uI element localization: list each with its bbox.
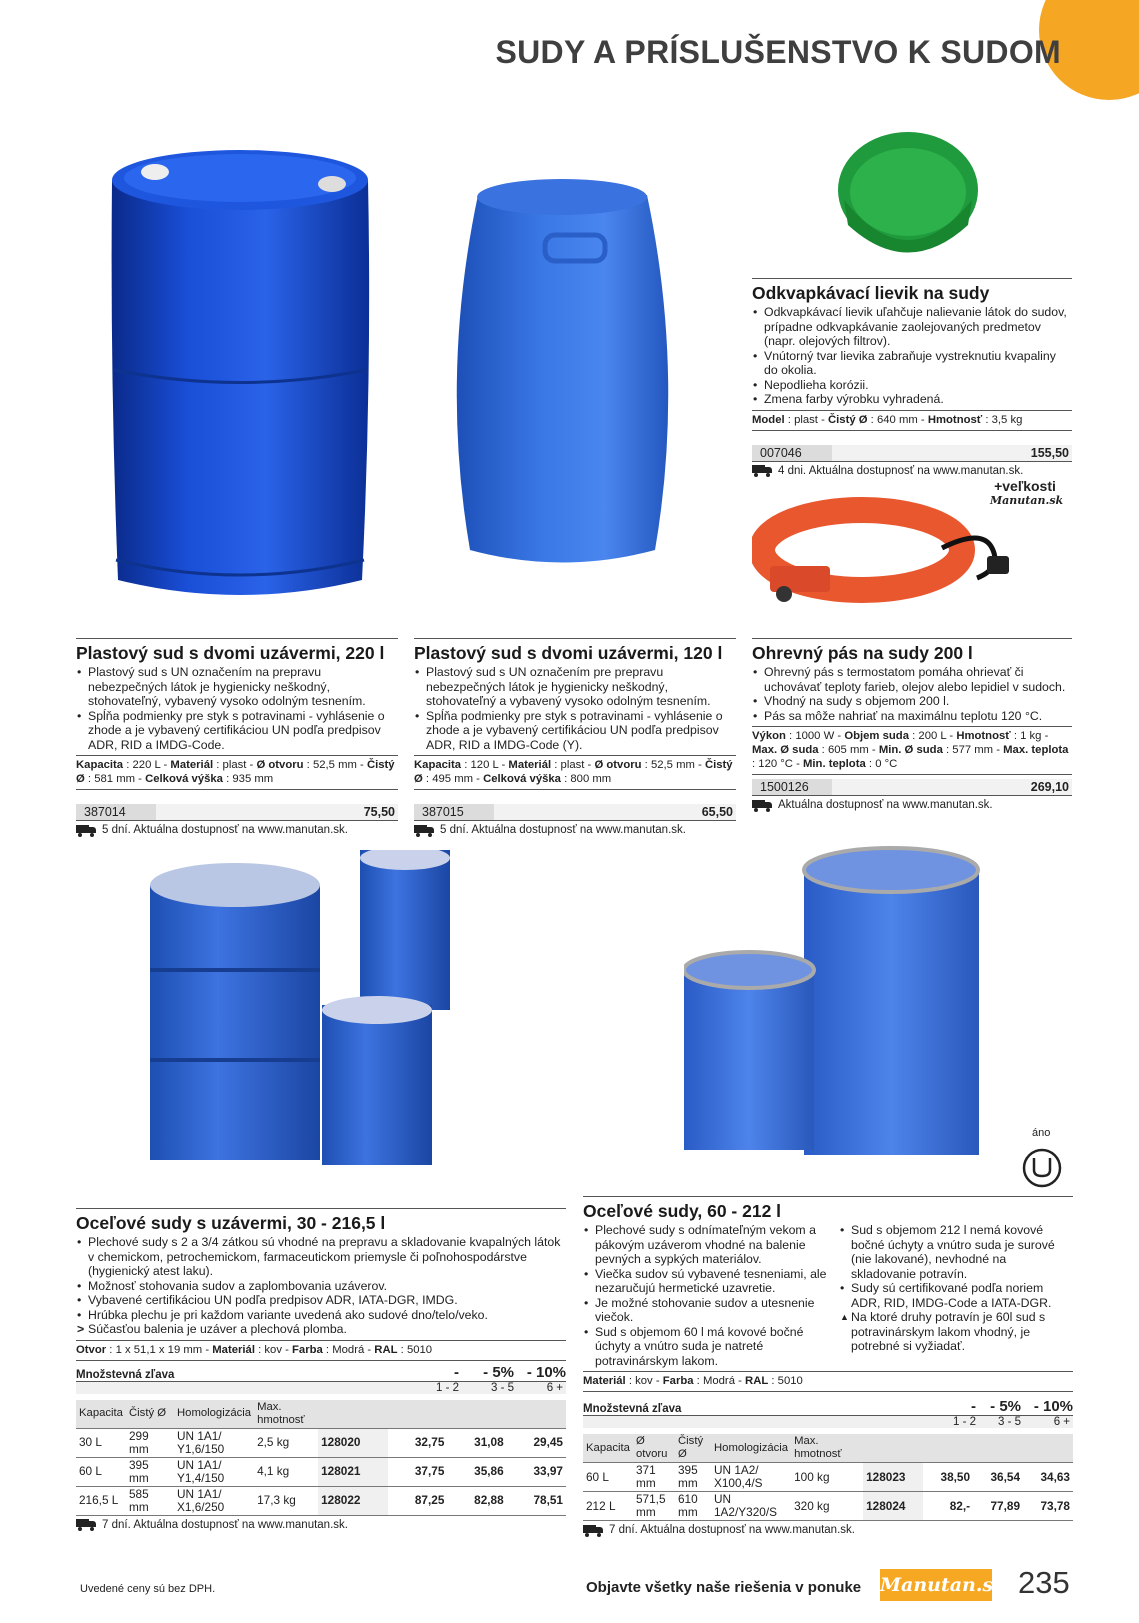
qty-range: 1 - 2 [435,1381,459,1394]
spec-key: Čistý Ø [414,759,733,785]
cell: 610 mm [675,1492,711,1521]
spec-key: Materiál [170,759,214,771]
bullet-list [752,305,1072,407]
heating-belt-image [752,488,1032,618]
spec-value: 220 L [132,759,161,771]
spec-value: 120 L [470,759,499,771]
spec-key: Čistý Ø [76,759,395,785]
bullet: • Možnosť stohovania sudov a zaplombovania uzáverov. [76,1279,566,1294]
bullet-list-right [839,1223,1069,1368]
bullet: • Vhodný na sudy s objemom 200 l. [752,694,1072,709]
discount-label: Množstevná zľava [583,1403,682,1415]
cell: 371 mm [633,1463,675,1492]
delivery-text: Aktuálna dostupnosť na www.manutan.sk. [778,799,993,811]
product-code: 1500126 [760,780,809,794]
spec-key: Min. Ø suda [878,744,943,756]
cell: 216,5 L [76,1486,126,1515]
column-header: Kapacita [76,1400,126,1429]
discount-header [583,1391,1073,1415]
bullet: • Ohrevný pás s termostatom pomáha ohrievať či uchovávať teploty farieb, olejov alebo lepidiel v sudoch. [752,665,1072,694]
spec-value: kov [264,1343,282,1356]
spec-key: Kapacita [414,759,462,771]
spec-value: plast [222,759,247,771]
product-title: Oceľové sudy, 60 - 212 l [583,1196,1073,1221]
table-row[interactable] [76,1428,566,1457]
price: 36,54 [973,1463,1023,1492]
discount-values [389,1364,566,1381]
price-table [76,1400,566,1516]
page-number: 235 [1018,1565,1070,1600]
plastic-drum-220-image [100,140,380,605]
discount: - [454,1363,459,1381]
spec-value: 495 mm [432,773,474,785]
table-row[interactable] [583,1492,1073,1521]
price-row[interactable] [76,804,398,821]
qty-range: 6 + [1053,1416,1070,1428]
cell: 2,5 kg [254,1428,318,1457]
bullet-list-left [583,1223,831,1368]
delivery-text: 5 dní. Aktuálna dostupnosť na www.manutan.sk. [440,824,686,836]
price: 82,- [923,1492,973,1521]
product-code: 007046 [760,445,802,460]
product-title: Ohrevný pás na sudy 200 l [752,638,1072,663]
bullet: • Plechové sudy s odnímateľným vekom a pákovým uzáverom vhodné na balenie pevných a sypkých materiálov. [583,1223,831,1267]
delivery-info [414,824,736,836]
specs: Výkon : 1000 W - Objem suda : 200 L - Hmotnosť : 1 kg - Max. Ø suda : 605 mm - Min. Ø suda : 577 mm - Max. teplota : 120 °C - Min. teplota : 0 °C [752,726,1072,775]
product-code: 128024 [863,1492,923,1521]
specs: Otvor : 1 x 51,1 x 19 mm - Materiál : kov - Farba : Modrá - RAL : 5010 [76,1340,566,1360]
spec-value: 5010 [777,1375,803,1387]
product-title: Oceľové sudy s uzávermi, 30 - 216,5 l [76,1208,566,1233]
drum120-product [414,638,736,836]
specs: Materiál : kov - Farba : Modrá - RAL : 5010 [583,1371,1073,1391]
spec-value: Modrá [332,1343,365,1356]
cell: 30 L [76,1428,126,1457]
size-badge-line1: +veľkosti [994,478,1056,494]
bullet: • Plastový sud s UN označením pre prepravu nebezpečných látok je hygienicky neškodný, stohovateľný a vybavený vysoko odolným tesnením. [414,665,736,709]
bullet-list [76,665,398,752]
price: 29,45 [507,1428,566,1457]
column-header: Homologizácia [711,1434,791,1463]
spec-value: 52,5 mm [312,759,357,771]
table-header [76,1400,566,1429]
qty-range: 3 - 5 [997,1416,1021,1428]
belt-product [752,638,1072,811]
product-code: 128022 [318,1486,388,1515]
price: 155,50 [1030,445,1069,460]
truck-icon [76,825,96,836]
price: 37,75 [388,1457,447,1486]
steel-drums-image [150,850,450,1170]
delivery-info [76,1519,566,1531]
product-code: 387014 [84,805,126,819]
bullet: • Pás sa môže nahriať na maximálnu teplotu 120 °C. [752,709,1072,724]
bullet-list [752,665,1072,723]
price: 38,50 [923,1463,973,1492]
column-header: Čistý Ø [126,1400,174,1429]
qty-range: 3 - 5 [490,1381,514,1394]
bullet: • Hrúbka plechu je pri každom variante uvedená ako sudové dno/telo/veko. [76,1308,566,1323]
cell: UN 1A1/ Y1,4/150 [174,1457,254,1486]
price: 82,88 [447,1486,506,1515]
column-header: Čistý Ø [675,1434,711,1463]
bullet-list [76,1235,566,1337]
open-steel-drums-product [583,1196,1073,1536]
bullet: • Spĺňa podmienky pre styk s potravinami - vyhlásenie o zhode a je vybavený certifikáciou UN podľa predpisov ADR, RID a IMDG-Code. [76,709,398,753]
product-code: 128021 [318,1457,388,1486]
price: 33,97 [507,1457,566,1486]
spec-value: 1 x 51,1 x 19 mm [115,1343,203,1356]
delivery-text: 4 dni. Aktuálna dostupnosť na www.manutan.sk. [778,464,1024,477]
cell: UN 1A2/Y320/S [711,1492,791,1521]
cell: 571,5 mm [633,1492,675,1521]
green-funnel-image [836,130,981,270]
spec-key: Hmotnosť [956,730,1011,742]
spec-value: 120 °C [758,758,793,770]
spec-value: 5010 [406,1343,433,1356]
price: 78,51 [507,1486,566,1515]
product-title: Plastový sud s dvomi uzávermi, 220 l [76,638,398,663]
bullet-list [414,665,736,752]
cell: UN 1A1/ Y1,6/150 [174,1428,254,1457]
delivery-text: 5 dní. Aktuálna dostupnosť na www.manutan.sk. [102,824,348,836]
spec-key: Farba [292,1343,323,1356]
spec-value: 3,5 kg [991,413,1023,426]
discount: - 5% [483,1363,514,1381]
plastic-drum-120-image [440,175,685,575]
product-title: Plastový sud s dvomi uzávermi, 120 l [414,638,736,663]
product-code: 387015 [422,805,464,819]
drum220-product [76,638,398,836]
bullet: • Vnútorný tvar lievika zabraňuje vystreknutiu kvapaliny do okolia. [752,349,1072,378]
price: 77,89 [973,1492,1023,1521]
spec-key: Otvor [76,1343,107,1356]
bullet: • Sud s objemom 60 l má kovové bočné úchyty a vnútro suda je natreté potravinárskym lakom. [583,1325,831,1369]
spec-value: 640 mm [876,413,918,426]
truck-icon [752,465,772,476]
table-row[interactable] [583,1463,1073,1492]
cell: 585 mm [126,1486,174,1515]
price: 87,25 [388,1486,447,1515]
cell: UN 1A1/ X1,6/250 [174,1486,254,1515]
cell: 4,1 kg [254,1457,318,1486]
footer-cta[interactable]: Objavte všetky naše riešenia v ponuke [586,1579,862,1596]
spec-key: Výkon [752,730,786,742]
spec-value: 200 L [918,730,947,742]
specs: Model : plast - Čistý Ø : 640 mm - Hmotnosť : 3,5 kg [752,410,1072,431]
spec-value: 605 mm [827,744,869,756]
spec-value: plast [560,759,585,771]
spec-key: Materiál [212,1343,255,1356]
un-certification-icon [1022,1148,1062,1188]
discount: - 10% [526,1363,566,1381]
price: 34,63 [1023,1463,1073,1492]
truck-icon [76,1519,96,1530]
product-code: 128020 [318,1428,388,1457]
table-row[interactable] [76,1486,566,1515]
cell: 60 L [76,1457,126,1486]
price-row[interactable] [752,445,1072,462]
spec-key: Čistý Ø [827,413,868,426]
funnel-product [752,278,1072,477]
price: 65,50 [701,805,733,819]
cell: 395 mm [675,1463,711,1492]
size-badge-line2: Manutan.sk [990,494,1064,507]
bullet: • Spĺňa podmienky pre styk s potravinami - vyhlásenie o zhode a je vybavený certifikáciou UN podľa predpisov ADR, RID a IMDG-Code (Y). [414,709,736,753]
cell: 299 mm [126,1428,174,1457]
spec-value: 0 °C [875,758,898,770]
spec-key: Max. teplota [1003,744,1069,756]
cert-label: áno [1032,1127,1051,1139]
bullet: • Odkvapkávací lievik uľahčuje nalievanie látok do sudov, prípadne odkvapkávanie zaolejovaných predmetov (napr. olejových filtrov). [752,305,1072,349]
price: 31,08 [447,1428,506,1457]
column-header: Max. hmotnosť [254,1400,318,1429]
spec-key: Farba [662,1375,694,1387]
specs: Kapacita : 220 L - Materiál : plast - Ø otvoru : 52,5 mm - Čistý Ø : 581 mm - Celková výška : 935 mm [76,755,398,790]
bullet: • Nepodlieha korózii. [752,378,1072,393]
cell: 212 L [583,1492,633,1521]
spec-key: Min. teplota [803,758,866,770]
price: 75,50 [363,805,395,819]
product-title: Odkvapkávací lievik na sudy [752,278,1072,303]
spec-key: Objem suda [844,730,909,742]
warning: ▲ Na ktoré druhy potravín je 60l sud s potravinárskym lakom vhodný, je potrebné si vyžiadať. [839,1310,1069,1354]
bullet: • Viečka sudov sú vybavené tesneniami, ale nezaručujú hermetické uzavretie. [583,1267,831,1296]
cell: 320 kg [791,1492,863,1521]
column-header: Kapacita [583,1434,633,1463]
manutan-logo[interactable]: Manutan.sk [880,1569,992,1601]
qty-range: 1 - 2 [952,1416,976,1428]
discount: - 5% [990,1398,1021,1415]
qty-range: 6 + [546,1381,563,1394]
footer-note: Uvedené ceny sú bez DPH. [80,1583,216,1595]
spec-value: kov [635,1375,653,1387]
spec-key: Celková výška [145,773,223,785]
cell: UN 1A2/ X100,4/S [711,1463,791,1492]
table-header [583,1434,1073,1463]
spec-value: 935 mm [232,773,274,785]
price-table [583,1434,1073,1521]
bullet: • Sud s objemom 212 l nemá kovové bočné úchyty a vnútro suda je surové (nie lakované), nevhodné na skladovanie potravín. [839,1223,1069,1281]
spec-key: RAL [745,1375,769,1387]
cell: 60 L [583,1463,633,1492]
column-header: Max. hmotnosť [791,1434,863,1463]
spec-key: Kapacita [76,759,124,771]
discount-label: Množstevná zľava [76,1368,175,1381]
price-row[interactable] [752,779,1072,796]
size-badge [990,478,1064,507]
cell: 17,3 kg [254,1486,318,1515]
discount-values [916,1398,1073,1415]
spec-key: Hmotnosť [927,413,983,426]
delivery-info [752,799,1072,811]
product-code: 128023 [863,1463,923,1492]
column-header: Homologizácia [174,1400,254,1429]
open-steel-drums-image [684,840,984,1160]
spec-key: Ø otvoru [594,759,642,771]
truck-icon [752,800,772,811]
bullet: • Je možné stohovanie sudov a utesnenie viečok. [583,1296,831,1325]
spec-key: RAL [374,1343,398,1356]
truck-icon [414,825,434,836]
qty-ranges [76,1381,566,1394]
spec-key: Model [752,413,785,426]
truck-icon [583,1525,603,1536]
bullet: • Sudy sú certifikované podľa noriem ADR, RID, IMDG-Code a IATA-DGR. [839,1281,1069,1310]
spec-key: Materiál [508,759,552,771]
spec-value: 1000 W [795,730,835,742]
spec-key: Celková výška [483,773,561,785]
bullet: • Vybavené certifikáciou UN podľa predpisov ADR, IATA-DGR, IMDG. [76,1293,566,1308]
spec-value: 581 mm [94,773,136,785]
cell: 100 kg [791,1463,863,1492]
price: 35,86 [447,1457,506,1486]
column-header: Ø otvoru [633,1434,675,1463]
spec-value: 1 kg [1020,730,1042,742]
delivery-text: 7 dní. Aktuálna dostupnosť na www.manutan.sk. [609,1524,855,1536]
bullet: • Zmena farby výrobku vyhradená. [752,392,1072,407]
delivery-text: 7 dní. Aktuálna dostupnosť na www.manutan.sk. [102,1518,348,1531]
price: 269,10 [1030,780,1069,794]
note: > Súčasťou balenia je uzáver a plechová plomba. [76,1322,566,1337]
discount: - 10% [1033,1398,1073,1415]
bullet: • Plastový sud s UN označením na prepravu nebezpečných látok je hygienicky neškodný, stohovateľný, vybavený vysoko odolným tesnením. [76,665,398,709]
spec-value: 800 mm [570,773,612,785]
bullet-columns [583,1221,1073,1368]
spec-value: plast [794,413,818,426]
qty-ranges [583,1415,1073,1428]
specs: Kapacita : 120 L - Materiál : plast - Ø otvoru : 52,5 mm - Čistý Ø : 495 mm - Celková výška : 800 mm [414,755,736,790]
spec-key: Ø otvoru [256,759,304,771]
discount: - [971,1398,976,1415]
price-row[interactable] [414,804,736,821]
delivery-info [76,824,398,836]
spec-key: Max. Ø suda [752,744,819,756]
table-row[interactable] [76,1457,566,1486]
page-title: SUDY A PRÍSLUŠENSTVO K SUDOM [495,34,1061,70]
delivery-info [752,465,1072,477]
price: 73,78 [1023,1492,1073,1521]
bullet: • Plechové sudy s 2 a 3/4 zátkou sú vhodné na prepravu a skladovanie kvapalných látok v chemickom, petrochemickom, farmaceutickom priemysle či poľnohospodárstve (hygienický atest laku). [76,1235,566,1279]
price: 32,75 [388,1428,447,1457]
spec-key: Materiál [583,1375,626,1387]
steel-drums-product [76,1208,566,1531]
cell: 395 mm [126,1457,174,1486]
spec-value: 577 mm [952,744,994,756]
spec-value: 52,5 mm [650,759,695,771]
spec-value: Modrá [702,1375,735,1387]
discount-header [76,1360,566,1381]
delivery-info [583,1524,1073,1536]
